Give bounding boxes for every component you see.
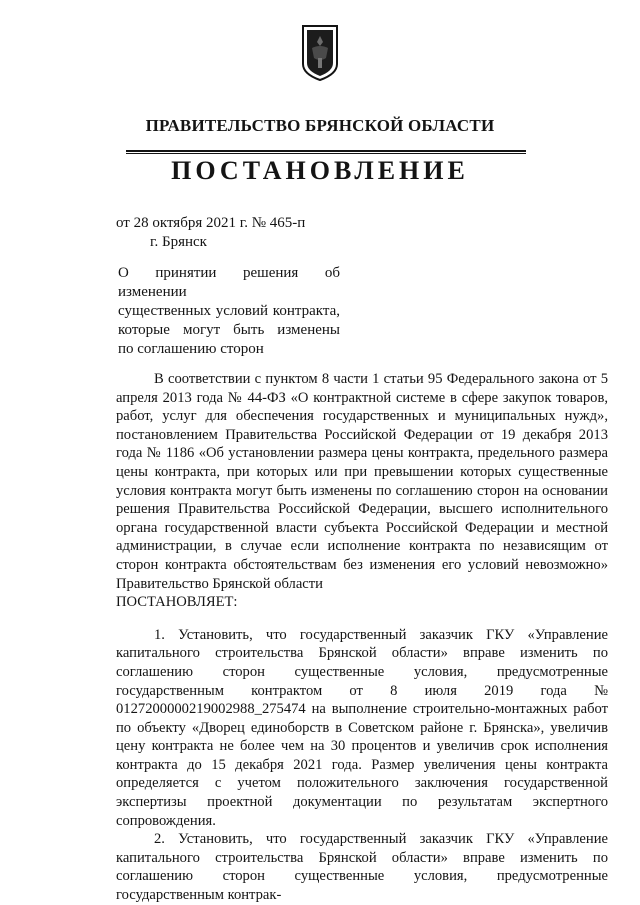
government-title: ПРАВИТЕЛЬСТВО БРЯНСКОЙ ОБЛАСТИ (145, 116, 495, 135)
item-2-paragraph: 2. Установить, что государственный заказчик ГКУ «Управление капитального строительства Брянской области» вправе изменить по соглашению сторон существенные условия, предусмотренные государственным контрак- (116, 831, 608, 904)
item-1-paragraph: 1. Установить, что государственный заказчик ГКУ «Управление капитального строительства Брянской области» вправе изменить по соглашению сторон существенные условия, предусмотренные государственным контрактом от 8 июля 2019 года № 0127200000219002988_275474 на выполнение строительно-монтажных работ по объекту «Дворец единоборств в Советском районе г. Брянска», увеличив цену контракта не более чем на 30 процентов и увеличив срок исполнения контракта до 15 декабря 2021 года. Размер увеличения цены контракта определяется с учетом положительного заключения государственной экспертизы проектной документации по результатам экспертного сопровождения. (116, 626, 608, 829)
document-body (116, 370, 608, 905)
document-type-heading: ПОСТАНОВЛЕНИЕ (171, 156, 469, 185)
coat-of-arms-emblem (300, 24, 340, 82)
date-and-number: от 28 октября 2021 г. № 465-п (116, 215, 306, 231)
city: г. Брянск (150, 234, 207, 250)
subject-line: которые могут быть изменены (118, 322, 340, 338)
title-divider-thin (126, 153, 526, 154)
resolves-statement: ПОСТАНОВЛЯЕТ: (116, 594, 238, 611)
title-divider (126, 150, 526, 152)
subject-line: по соглашению сторон (118, 341, 264, 357)
preamble-paragraph: В соответствии с пунктом 8 части 1 статьи 95 Федерального закона от 5 апреля 2013 года № 44-ФЗ «О контрактной системе в сфере закупок товаров, работ, услуг для обеспечения государственных и муниципальных нужд», постановлением Правительства Российской Федерации от 19 декабря 2013 года № 1186 «Об установлении размера цены контракта, предельного размера цены контракта, при которых или при превышении которых существенные условия контракта могут быть изменены по соглашению сторон на основании решения Правительства Российской Федерации, высшего исполнительного органа государственной власти субъекта Российской Федерации и местной администрации, в случае если исполнение контракта по независящим от сторон контракта обстоятельствам без изменения его условий невозможно» Правительство Брянской области (116, 371, 608, 592)
document-subject (118, 264, 340, 359)
subject-line: существенных условий контракта, (118, 303, 340, 319)
subject-line: О принятии решения об изменении (118, 265, 340, 300)
